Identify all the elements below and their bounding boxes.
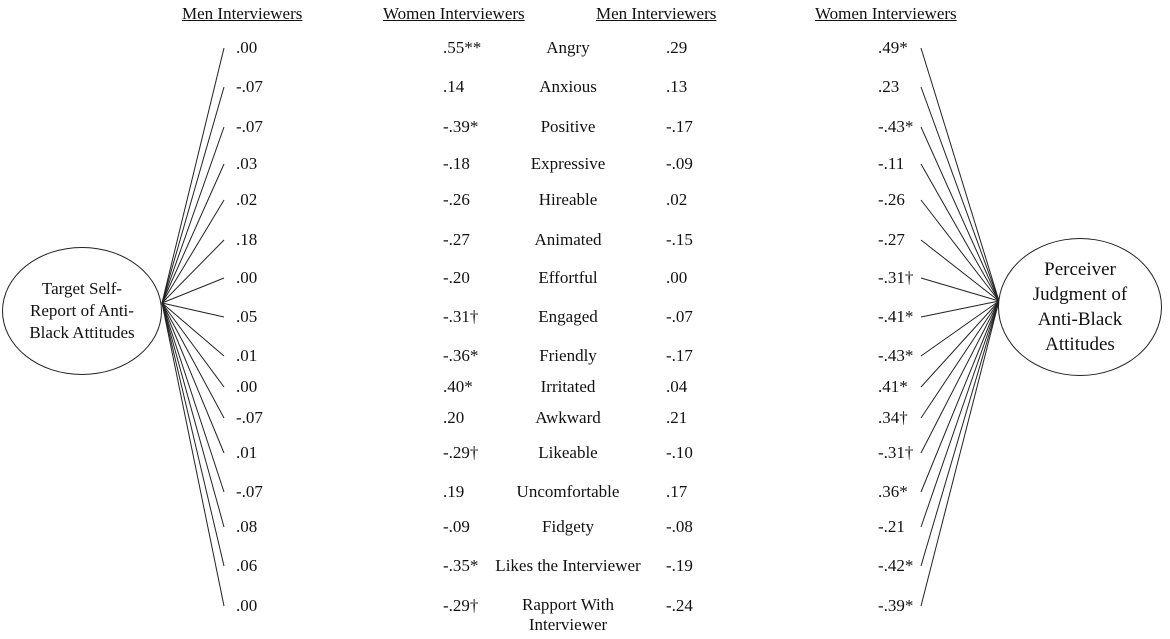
coef-men-left: .06 <box>236 556 258 575</box>
node-right-line: Judgment of <box>1032 284 1128 305</box>
coef-men-left: .00 <box>236 38 258 57</box>
coef-women-right: -.21 <box>878 517 905 536</box>
node-left-line: Report of Anti- <box>30 301 134 320</box>
coef-men-left: -.07 <box>236 77 263 96</box>
coef-men-left: .05 <box>236 307 258 326</box>
coef-women-right: .36* <box>878 482 908 501</box>
behavior-label: Fidgety <box>542 517 594 536</box>
edge-right <box>921 301 999 527</box>
edge-left <box>162 303 224 418</box>
coef-women-right: -.42* <box>878 556 914 575</box>
coef-women-right: .23 <box>878 77 900 96</box>
coef-men-right: .17 <box>666 482 688 501</box>
coef-women-left: -.35* <box>443 556 479 575</box>
behavior-label: Anxious <box>539 77 597 96</box>
behavior-label: Effortful <box>538 268 598 287</box>
coef-men-left: .02 <box>236 190 258 209</box>
node-left-line: Black Attitudes <box>29 323 135 342</box>
edge-right <box>921 301 999 492</box>
behavior-label: Engaged <box>538 307 598 326</box>
coef-men-left: .03 <box>236 154 258 173</box>
coef-men-left: .00 <box>236 268 258 287</box>
coef-women-right: -.31† <box>878 268 914 287</box>
coef-men-left: -.07 <box>236 482 263 501</box>
coef-men-right: -.10 <box>666 443 693 462</box>
behavior-label: Positive <box>540 117 596 136</box>
coef-men-left: .01 <box>236 443 258 462</box>
coef-women-left: -.29† <box>443 443 479 462</box>
coef-men-right: -.07 <box>666 307 693 326</box>
target-self-report-node <box>2 247 162 375</box>
behavior-label: Angry <box>546 38 590 57</box>
header-men-left: Men Interviewers <box>182 4 303 23</box>
coef-men-left: .18 <box>236 230 258 249</box>
coef-women-right: -.43* <box>878 117 914 136</box>
coef-women-right: -.11 <box>878 154 905 173</box>
coef-men-right: .00 <box>666 268 688 287</box>
edge-left <box>162 48 224 303</box>
coef-women-left: -.20 <box>443 268 470 287</box>
edge-right <box>921 240 999 301</box>
coef-women-left: .55** <box>443 38 482 57</box>
edge-right <box>921 127 999 301</box>
behavior-label: Rapport With Interviewer <box>521 594 615 634</box>
coef-men-right: .21 <box>666 408 688 427</box>
coef-men-left: -.07 <box>236 408 263 427</box>
coef-women-left: -.36* <box>443 346 479 365</box>
coef-women-left: .20 <box>443 408 465 427</box>
coef-women-right: .49* <box>878 38 908 57</box>
coef-men-left: .01 <box>236 346 258 365</box>
edge-left <box>162 303 224 492</box>
coef-men-left: .00 <box>236 596 258 615</box>
coef-women-right: .41* <box>878 377 908 396</box>
header-women-right: Women Interviewers <box>815 4 957 23</box>
coef-women-left: .40* <box>443 377 473 396</box>
edge-right <box>921 301 999 606</box>
coef-women-right: -.43* <box>878 346 914 365</box>
coef-women-right: .34† <box>878 408 908 427</box>
coef-women-left: .19 <box>443 482 465 501</box>
coef-women-left: -.39* <box>443 117 479 136</box>
coef-women-left: -.18 <box>443 154 470 173</box>
behavior-label: Expressive <box>530 154 606 173</box>
coef-women-left: .14 <box>443 77 465 96</box>
coef-women-right: -.41* <box>878 307 914 326</box>
edge-left <box>162 303 224 387</box>
coef-men-right: -.09 <box>666 154 693 173</box>
coef-men-left: .00 <box>236 377 258 396</box>
coef-women-right: -.31† <box>878 443 914 462</box>
header-women-left: Women Interviewers <box>383 4 525 23</box>
coef-men-right: -.08 <box>666 517 693 536</box>
behavior-label: Awkward <box>535 408 601 427</box>
node-right-line: Perceiver <box>1044 259 1116 280</box>
coef-men-right: -.17 <box>666 346 693 365</box>
behavior-label: Animated <box>534 230 602 249</box>
behavior-label: Likes the Interviewer <box>495 556 641 575</box>
edge-right <box>921 301 999 387</box>
behavior-label: Irritated <box>540 377 596 396</box>
edge-right <box>921 48 999 301</box>
coef-women-left: -.27 <box>443 230 470 249</box>
perceiver-judgment-node <box>998 238 1162 376</box>
coef-men-right: -.17 <box>666 117 693 136</box>
behavior-label: Hireable <box>538 190 598 209</box>
header-men-right: Men Interviewers <box>596 4 717 23</box>
coef-men-right: -.19 <box>666 556 693 575</box>
coef-men-left: -.07 <box>236 117 263 136</box>
edge-right <box>921 301 999 453</box>
coef-men-right: -.15 <box>666 230 693 249</box>
coef-women-left: -.09 <box>443 517 470 536</box>
behavior-label: Friendly <box>539 346 597 365</box>
edge-left <box>162 303 224 566</box>
coef-men-right: .29 <box>666 38 688 57</box>
edge-right <box>921 164 999 301</box>
coef-women-right: -.27 <box>878 230 905 249</box>
coef-men-left: .08 <box>236 517 258 536</box>
node-left-line: Target Self- <box>41 279 123 298</box>
edge-left <box>162 303 224 527</box>
coef-women-right: -.39* <box>878 596 914 615</box>
edge-right <box>921 301 999 566</box>
coef-men-right: -.24 <box>666 596 693 615</box>
coef-women-left: -.31† <box>443 307 479 326</box>
node-right-line: Anti-Black <box>1037 309 1123 330</box>
edge-right <box>921 87 999 301</box>
behavior-label: Likeable <box>538 443 598 462</box>
coef-women-left: -.26 <box>443 190 470 209</box>
coef-women-right: -.26 <box>878 190 905 209</box>
node-right-line: Attitudes <box>1045 334 1115 355</box>
edge-left <box>162 303 224 453</box>
edge-right <box>921 301 999 418</box>
edge-left <box>162 87 224 303</box>
behavior-label: Uncomfortable <box>516 482 620 501</box>
coef-men-right: .02 <box>666 190 688 209</box>
coef-men-right: .13 <box>666 77 688 96</box>
coef-men-right: .04 <box>666 377 688 396</box>
coef-women-left: -.29† <box>443 596 479 615</box>
